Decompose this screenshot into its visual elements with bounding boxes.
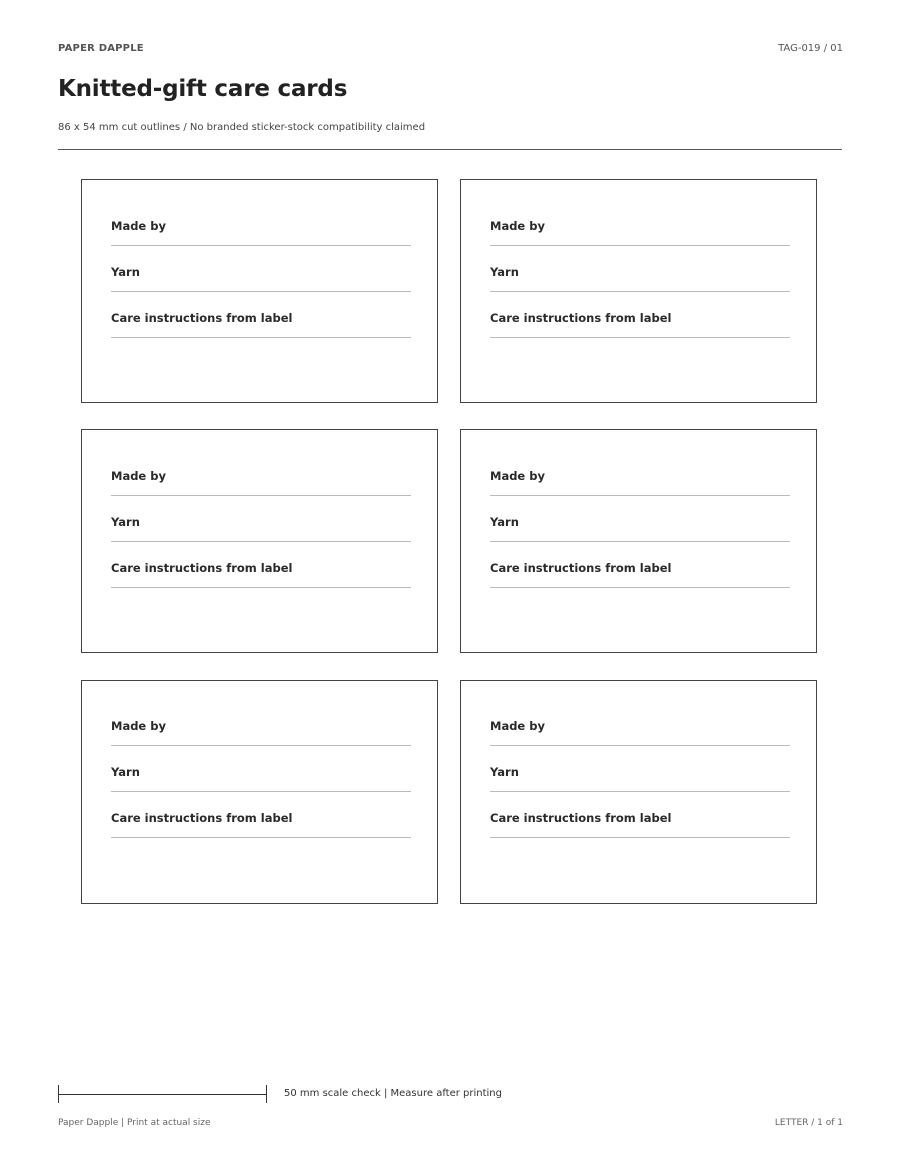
field-label: Care instructions from label: [111, 561, 293, 575]
field-label: Care instructions from label: [490, 811, 672, 825]
page-title: Knitted-gift care cards: [58, 76, 348, 102]
header-divider: [58, 149, 842, 150]
write-line: [490, 745, 790, 746]
write-line: [490, 291, 790, 292]
write-line: [111, 291, 411, 292]
write-line: [111, 745, 411, 746]
field-label: Made by: [490, 469, 545, 483]
scale-tick-right: [266, 1085, 267, 1103]
write-line: [490, 337, 790, 338]
write-line: [111, 791, 411, 792]
write-line: [490, 791, 790, 792]
write-line: [490, 245, 790, 246]
care-card: [460, 179, 817, 403]
care-card: [81, 680, 438, 904]
field-label: Made by: [490, 719, 545, 733]
field-label: Care instructions from label: [490, 311, 672, 325]
scale-line: [58, 1094, 267, 1095]
document-code: TAG-019 / 01: [778, 43, 843, 54]
footer-note: Paper Dapple | Print at actual size: [58, 1118, 211, 1128]
scale-check-bar: [58, 1085, 267, 1103]
write-line: [111, 541, 411, 542]
scale-check-label: 50 mm scale check | Measure after printing: [284, 1088, 502, 1099]
field-label: Yarn: [111, 765, 140, 779]
field-label: Care instructions from label: [111, 311, 293, 325]
care-card: [460, 680, 817, 904]
field-label: Yarn: [111, 265, 140, 279]
care-card: [460, 429, 817, 653]
write-line: [490, 837, 790, 838]
write-line: [490, 495, 790, 496]
page-count: LETTER / 1 of 1: [774, 1118, 843, 1128]
field-label: Care instructions from label: [111, 811, 293, 825]
brand-name: PAPER DAPPLE: [58, 43, 144, 54]
field-label: Made by: [111, 719, 166, 733]
field-label: Made by: [111, 469, 166, 483]
write-line: [490, 541, 790, 542]
field-label: Yarn: [490, 515, 519, 529]
care-card: [81, 429, 438, 653]
field-label: Yarn: [490, 265, 519, 279]
field-label: Care instructions from label: [490, 561, 672, 575]
write-line: [111, 587, 411, 588]
field-label: Yarn: [111, 515, 140, 529]
care-card: [81, 179, 438, 403]
write-line: [111, 245, 411, 246]
write-line: [490, 587, 790, 588]
write-line: [111, 837, 411, 838]
field-label: Made by: [111, 219, 166, 233]
field-label: Made by: [490, 219, 545, 233]
write-line: [111, 495, 411, 496]
write-line: [111, 337, 411, 338]
page-subtitle: 86 x 54 mm cut outlines / No branded sticker-stock compatibility claimed: [58, 122, 426, 133]
field-label: Yarn: [490, 765, 519, 779]
